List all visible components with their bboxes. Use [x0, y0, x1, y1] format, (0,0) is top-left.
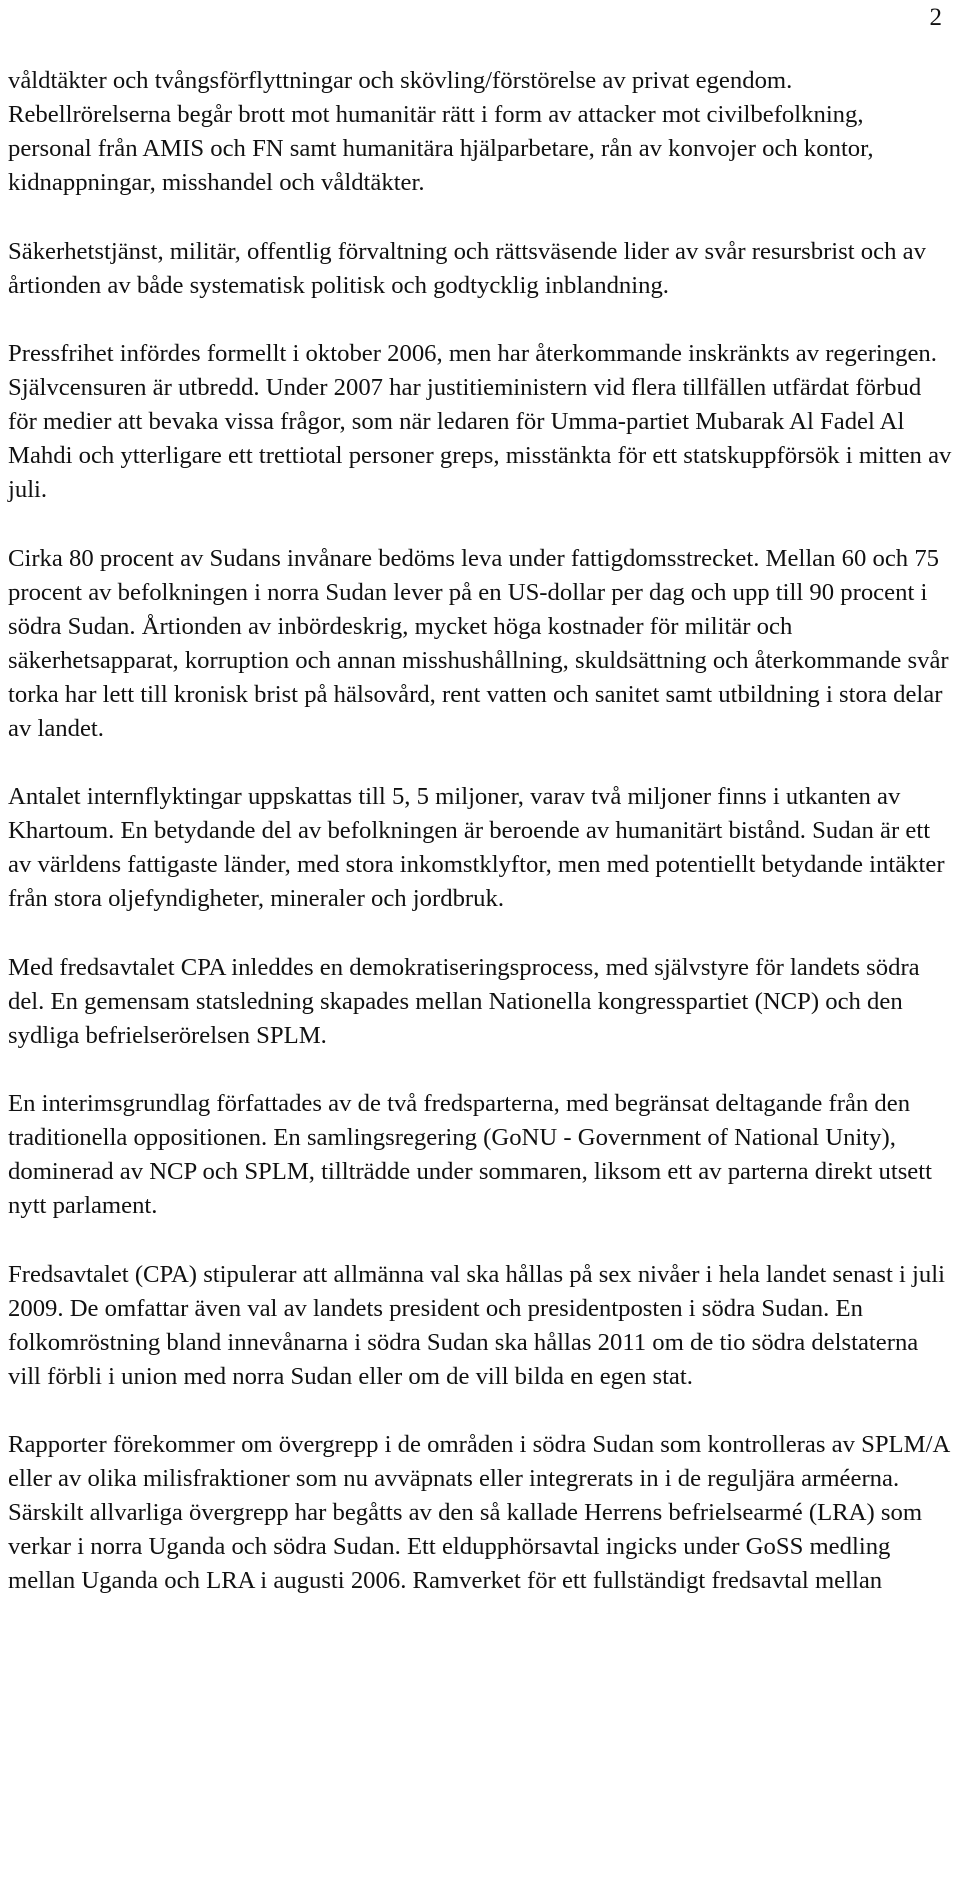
paragraph: Antalet internflyktingar uppskattas till 5, 5 miljoner, varav två miljoner finns i utkanten av Khartoum. En betydande del av befolkningen är beroende av humanitärt bistånd. Sudan är ett av världens fattigaste länder, med stora inkomstklyftor, men med potentiellt betydande intäkter från stora oljefyndigheter, mineraler och jordbruk.	[8, 783, 945, 912]
paragraph: Säkerhetstjänst, militär, offentlig förvaltning och rättsväsende lider av svår resursbrist och av årtionden av både systematisk politisk och godtycklig inblandning.	[8, 237, 926, 299]
page-number: 2	[929, 4, 942, 31]
paragraph: Cirka 80 procent av Sudans invånare bedöms leva under fattigdomsstrecket. Mellan 60 och 75 procent av befolkningen i norra Sudan lever på en US-dollar per dag och upp till 90 procent i södra Sudan. Årtionden av inbördeskrig, mycket höga kostnader för militär och säkerhetsapparat, korruption och annan misshushållning, skuldsättning och återkommande svår torka har lett till kronisk brist på hälsovård, rent vatten och sanitet samt utbildning i stora delar av landet.	[8, 544, 949, 742]
paragraph: En interimsgrundlag författades av de två fredsparterna, med begränsat deltagande från den traditionella oppositionen. En samlingsregering (GoNU - Government of National Unity), dominerad av NCP och SPLM, tillträdde under sommaren, liksom ett av parterna direkt utsett nytt parlament.	[8, 1090, 932, 1219]
paragraph: våldtäkter och tvångsförflyttningar och skövling/förstörelse av privat egendom. Rebellrörelserna begår brott mot humanitär rätt i form av attacker mot civilbefolkning, personal från AMIS och FN samt humanitära hjälparbetare, rån av konvojer och kontor, kidnappningar, misshandel och våldtäkter.	[8, 67, 874, 196]
paragraph: Fredsavtalet (CPA) stipulerar att allmänna val ska hållas på sex nivåer i hela landet senast i juli 2009. De omfattar även val av landets president och presidentposten i södra Sudan. En folkomröstning bland innevånarna i södra Sudan ska hållas 2011 om de tio södra delstaterna vill förbli i union med norra Sudan eller om de vill bilda en egen stat.	[8, 1260, 945, 1390]
body-text	[8, 64, 952, 1598]
paragraph: Med fredsavtalet CPA inleddes en demokratiseringsprocess, med självstyre för landets södra del. En gemensam statsledning skapades mellan Nationella kongresspartiet (NCP) och den sydliga befrielserörelsen SPLM.	[8, 953, 920, 1049]
paragraph: Rapporter förekommer om övergrepp i de områden i södra Sudan som kontrolleras av SPLM/A eller av olika milisfraktioner som nu avväpnats eller integrerats in i de reguljära arméerna. Särskilt allvarliga övergrepp har begåtts av den så kallade Herrens befrielsearmé (LRA) som verkar i norra Uganda och södra Sudan. Ett eldupphörsavtal ingicks under GoSS medling mellan Uganda och LRA i augusti 2006. Ramverket för ett fullständigt fredsavtal mellan	[8, 1431, 949, 1594]
paragraph: Pressfrihet infördes formellt i oktober 2006, men har återkommande inskränkts av regeringen. Självcensuren är utbredd. Under 2007 har justitieministern vid flera tillfällen utfärdat förbud för medier att bevaka vissa frågor, som när ledaren för Umma-partiet Mubarak Al Fadel Al Mahdi och ytterligare ett trettiotal personer greps, misstänkta för ett statskuppförsök i mitten av juli.	[8, 340, 952, 503]
